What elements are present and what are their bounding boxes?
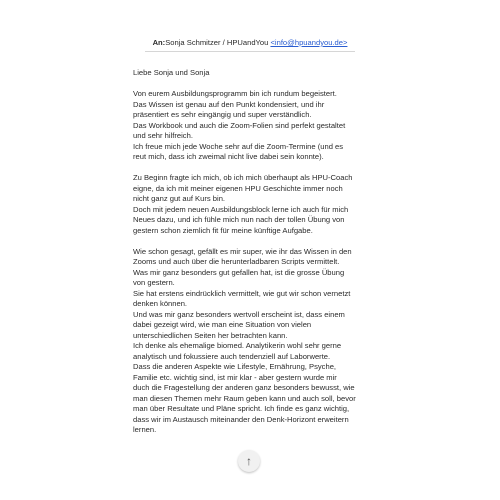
text-line: Familie etc. wichtig sind, ist mir klar - aber gestern wurde mir bbox=[133, 372, 337, 382]
paragraph-gap bbox=[133, 163, 385, 174]
recipient-names: Sonja Schmitzer / HPUandYou bbox=[165, 38, 271, 47]
paragraph-3 bbox=[133, 247, 385, 436]
paragraph-2 bbox=[133, 173, 385, 236]
text-line: von gestern. bbox=[133, 278, 175, 287]
scroll-to-top-button[interactable] bbox=[238, 450, 260, 472]
greeting: Liebe Sonja und Sonja bbox=[133, 68, 210, 77]
text-line: Ich denke als ehemalige biomed. Analytikerin wohl sehr gerne bbox=[133, 341, 342, 350]
email-body bbox=[133, 68, 385, 436]
text-line: dabei gezeigt wird, wie man eine Situation von vielen bbox=[133, 320, 312, 329]
text-line: Neues dazu, und ich fühle mich nun nach der tollen Übung von bbox=[133, 215, 345, 224]
text-line: Sie hat erstens eindrücklich vermittelt, wie gut wir schon vernetzt bbox=[133, 288, 351, 298]
text-line: denken können. bbox=[133, 299, 188, 308]
text-line: lernen. bbox=[133, 425, 157, 434]
text-line: man über Resultate und Pläne spricht. Ich finde es ganz wichtig, bbox=[133, 404, 350, 413]
paragraph-gap bbox=[133, 236, 385, 247]
arrow-up-icon: ↑ bbox=[246, 454, 252, 468]
text-line: Das Wissen ist genau auf den Punkt kondensiert, und ihr bbox=[133, 99, 325, 109]
text-line: und sehr hilfreich. bbox=[133, 131, 193, 140]
text-line: dass wir im Austausch miteinander den Denk-Horizont erweitern bbox=[133, 414, 349, 424]
text-line: Und was mir ganz besonders wertvoll erscheint ist, dass einem bbox=[133, 309, 345, 319]
text-line: unterschiedlichen Seiten her betrachten kann. bbox=[133, 330, 288, 340]
text-line: Das Workbook und auch die Zoom-Folien sind perfekt gestaltet bbox=[133, 120, 346, 130]
header-divider bbox=[145, 51, 355, 52]
text-line: Wie schon gesagt, gefällt es mir super, wie ihr das Wissen in den bbox=[133, 246, 352, 256]
text-line: Von eurem Ausbildungsprogramm bin ich rundum begeistert. bbox=[133, 89, 337, 98]
paragraph-gap bbox=[133, 79, 385, 90]
text-line: reut mich, dass ich zweimal nicht live dabei sein konnte). bbox=[133, 152, 324, 161]
text-line: eigne, da ich mit meiner eigenen HPU Geschichte immer noch bbox=[133, 183, 343, 193]
text-line: präsentiert es sehr eingängig und super verständlich. bbox=[133, 110, 312, 119]
text-line: analytisch und fokussiere auch tendenziell auf Laborwerte. bbox=[133, 351, 331, 361]
recipient-label: An: bbox=[152, 38, 166, 47]
recipient-line bbox=[0, 38, 500, 48]
text-line: Doch mit jedem neuen Ausbildungsblock lerne ich auch für mich bbox=[133, 204, 349, 214]
text-line: nicht ganz gut auf Kurs bin. bbox=[133, 194, 226, 203]
text-line: gestern schon ziemlich fit für meine künftige Aufgabe. bbox=[133, 225, 313, 235]
text-line: duch die Fragestellung der anderen ganz besonders bewusst, wie bbox=[133, 383, 355, 392]
text-line: Was mir ganz besonders gut gefallen hat, ist die grosse Übung bbox=[133, 267, 345, 277]
text-line: Ich freue mich jede Woche sehr auf die Zoom-Termine (und es bbox=[133, 141, 344, 151]
text-line: man diesen Themen mehr Raum geben kann und auch soll, bevor bbox=[133, 393, 356, 403]
text-line: Dass die anderen Aspekte wie Lifestyle, Ernährung, Psyche, bbox=[133, 362, 337, 371]
text-line: Zu Beginn fragte ich mich, ob ich mich überhaupt als HPU-Coach bbox=[133, 173, 353, 182]
recipient-email-link[interactable]: <info@hpuandyou.de> bbox=[270, 38, 348, 47]
paragraph-1 bbox=[133, 89, 385, 163]
text-line: Zooms und auch über die herunterladbaren Scripts vermittelt. bbox=[133, 257, 340, 266]
